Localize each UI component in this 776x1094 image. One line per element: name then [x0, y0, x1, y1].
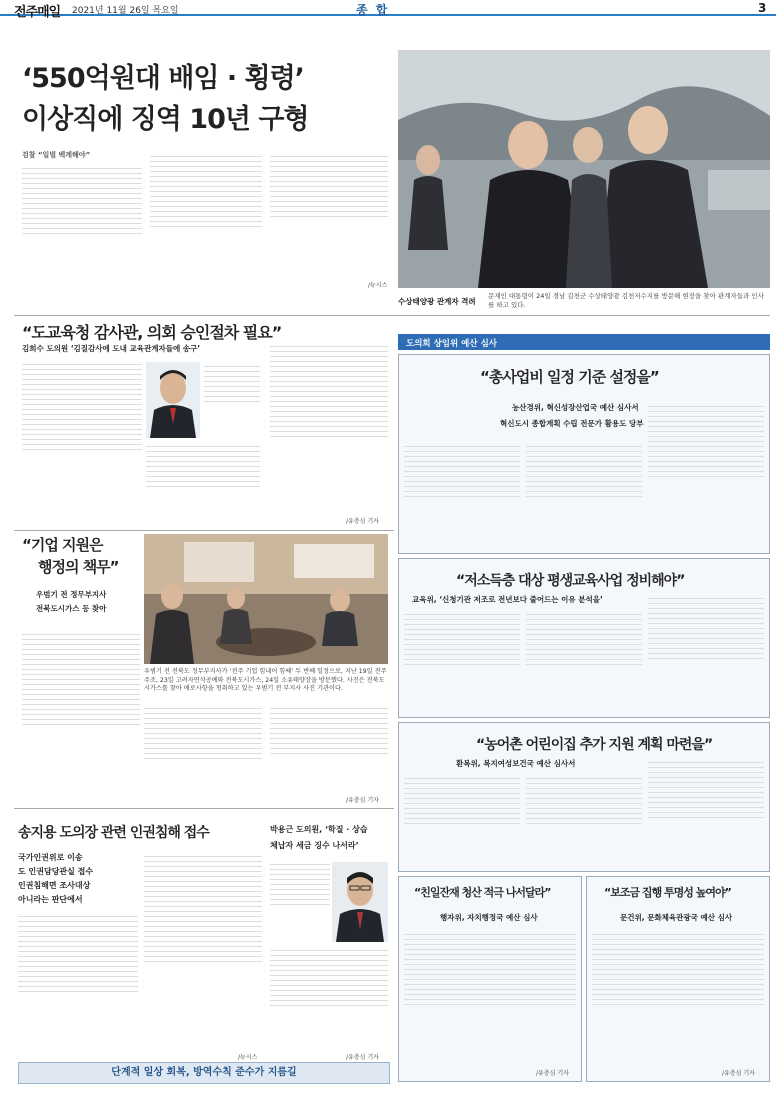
bottom-banner: 단계적 일상 회복, 방역수칙 준수가 지름길	[18, 1062, 390, 1084]
page-number: 3	[758, 1, 767, 15]
article2-col3	[270, 342, 388, 522]
budget4-title: “친일잔재 청산 적극 나서달라”	[414, 886, 551, 899]
budget5-sub: 문건위, 문화체육관광국 예산 심사	[620, 913, 733, 922]
article2-sub: 김희수 도의원 ‘김질감사에 도내 교육관계자들에 송구’	[22, 344, 201, 353]
article1-col1	[22, 164, 142, 290]
budget1-title: “총사업비 일정 기준 설정을”	[480, 368, 659, 386]
budget3-col1	[404, 774, 520, 866]
article1-col2	[150, 152, 262, 290]
photo2-caption: 우범기 전 전북도 정무부지사가 ‘전주 기업 힘내어 힘쎄’ 두 번째 일정으로, 지난 19일 전주주조, 23일 고려자연석공예와 전북도시가스, 24일 소유태양장을 방문했다. 사진은 전북도시가스를 찾아 애로사항을 청취하고 있는 우범기 전 부지사 사진 기관이다.	[144, 668, 387, 693]
headline-1: ‘550억원대 배임 · 횡령’	[22, 63, 304, 94]
budget-section-bar: 도의회 상임위 예산 심사	[398, 334, 770, 350]
photo1-caption: 문재인 대통령이 24일 경남 김천군 수상태양광 김천저수지를 방문해 현장을 찾아 관계자들과 인사를 하고 있다.	[488, 292, 764, 309]
budget2-sub: 교육위, ‘신청기관 저조로 전년보다 줄어드는 이유 분석을’	[412, 595, 603, 604]
budget3-col2	[526, 774, 642, 866]
article4-sub4: 아니라는 판단에서	[18, 895, 83, 904]
budget5-byline: /유충심 기자	[722, 1070, 755, 1077]
article2-col2a	[204, 362, 260, 440]
budget1-col3	[648, 402, 764, 542]
budget2-title: “저소득층 대상 평생교육사업 정비해야”	[456, 573, 685, 589]
article5-byline: /유충심 기자	[346, 1054, 379, 1061]
article5-col-a	[270, 860, 330, 944]
budget1-col1	[404, 442, 520, 542]
article5-col-b	[270, 946, 388, 1052]
budget2-col3	[648, 594, 764, 712]
article1-byline: /뉴시스	[368, 282, 388, 289]
budget5-body	[592, 930, 764, 1070]
article2-col2b	[146, 442, 260, 526]
section-title: 종 합	[356, 3, 390, 17]
headline-2: 이상직에 징역 10년 구형	[22, 104, 309, 135]
issue-date: 2021년 11월 26일 목요일	[72, 6, 179, 16]
article2-col1	[22, 360, 142, 525]
budget2-col1	[404, 610, 520, 712]
article4-byline: /뉴시스	[238, 1054, 258, 1061]
article4-col2	[144, 852, 262, 1052]
photo-park-yonggeun	[332, 862, 388, 942]
article5-sub2: 체납자 세금 징수 나서라’	[270, 841, 359, 850]
article4-sub2: 도 인권담당관실 접수	[18, 867, 94, 876]
budget4-body	[404, 930, 576, 1070]
article4-col1	[18, 912, 138, 1052]
article3-title1: “기업 지원은	[22, 536, 103, 554]
article1-sub: 검찰 “일벌 백계해야”	[22, 151, 91, 159]
article3-col1	[22, 630, 140, 802]
budget1-sub2: 혁신도시 종합계획 수립 전문가 활용도 당부	[500, 419, 644, 428]
article2-byline: /유충심 기자	[346, 518, 379, 525]
budget2-col2	[526, 610, 642, 712]
budget4-byline: /유충심 기자	[536, 1070, 569, 1077]
budget3-title: “농어촌 어린이집 추가 지원 계획 마련을”	[476, 737, 713, 753]
paper-name: 전주매일	[14, 5, 61, 20]
article3-sub1: 우범기 전 정무부지사	[36, 590, 107, 599]
photo-president	[398, 50, 770, 288]
budget3-col3	[648, 758, 764, 866]
photo1-caption-label: 수상태양광 관계자 격려	[398, 297, 476, 306]
photo-kim-heesu	[146, 362, 200, 438]
budget5-title: “보조금 집행 투명성 높여야”	[604, 886, 731, 899]
budget3-sub: 환복위, 복지여성보건국 예산 심사서	[456, 759, 576, 768]
article3-sub2: 전북도시가스 등 찾아	[36, 604, 107, 613]
article3-col3	[270, 704, 388, 802]
article3-col2	[144, 704, 262, 802]
budget1-col2	[526, 442, 642, 542]
article4-sub3: 인권침해면 조사대상	[18, 881, 91, 890]
article3-title2: 행정의 책무”	[38, 558, 119, 576]
page-header	[0, 0, 776, 20]
article1-col3	[270, 152, 388, 290]
article4-title: 송지용 도의장 관련 인권침해 접수	[18, 825, 209, 841]
budget1-sub1: 농산경위, 혁신성장산업국 예산 심사서	[512, 403, 639, 412]
article2-title: “도교육청 감사관, 의회 승인절차 필요”	[22, 323, 282, 342]
budget4-sub: 행자위, 자치행정국 예산 심사	[440, 913, 538, 922]
article3-byline: /유충심 기자	[346, 797, 379, 804]
photo-meeting	[144, 534, 388, 664]
article5-sub1: 박용근 도의원, ‘학질 · 상습	[270, 825, 368, 834]
article4-sub1: 국가인권위로 이송	[18, 853, 83, 862]
